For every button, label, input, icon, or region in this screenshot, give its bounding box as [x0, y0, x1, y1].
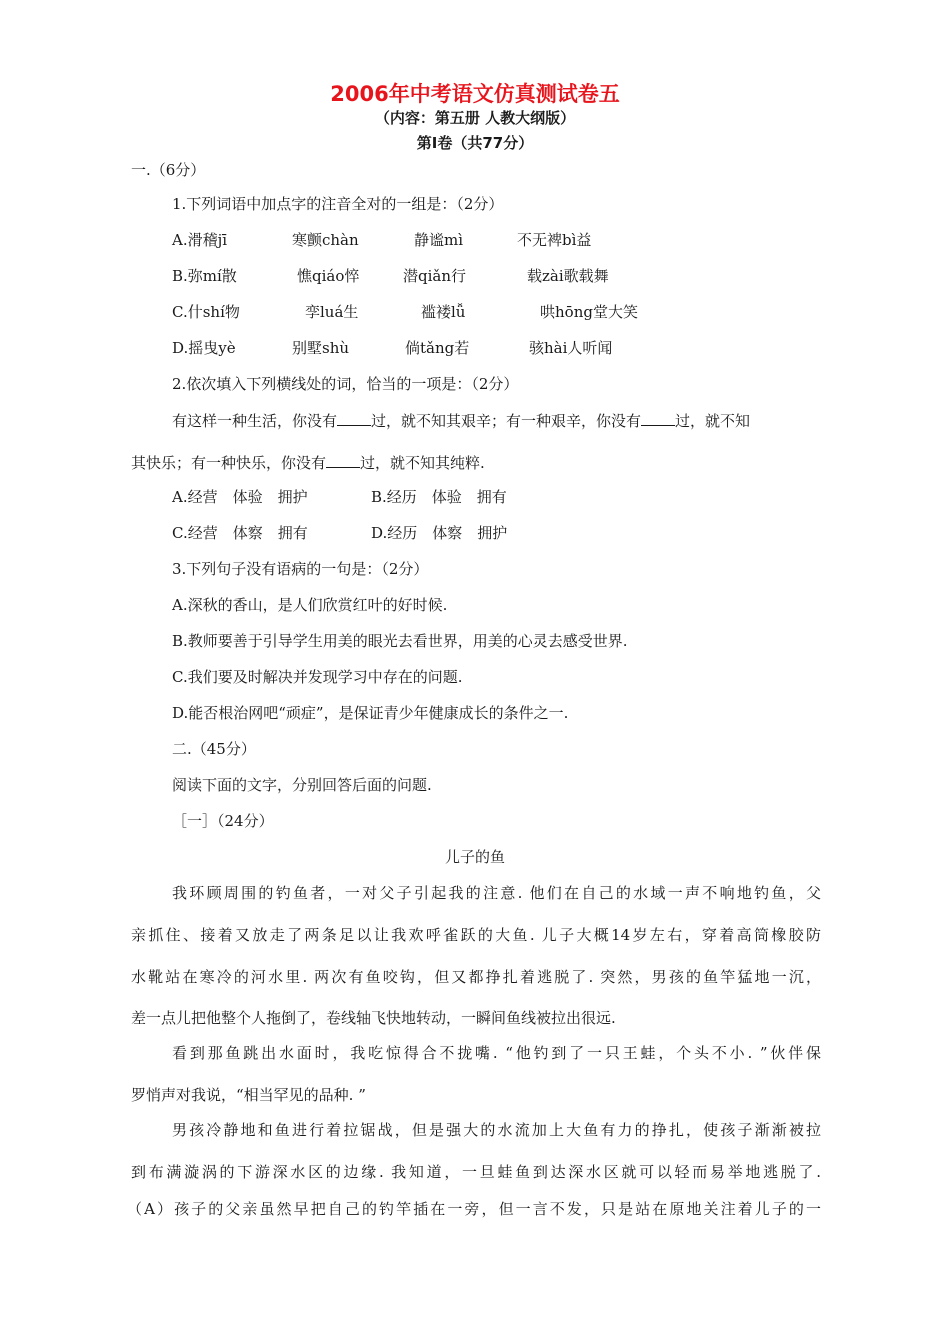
q2-option-d: D.经历 体察 拥护 [371, 524, 508, 542]
q1-option-b-3: 潜qiǎn行 [403, 267, 467, 285]
exam-subtitle: （内容：第五册 人教大纲版） [374, 109, 576, 127]
passage-line: 亲抓住、接着又放走了两条足以让我欢呼雀跃的大鱼. 儿子大概14岁左右，穿着高筒橡胶防 [131, 926, 821, 944]
q1-option-b-1: B.弥mí散 [172, 267, 237, 285]
fill-blank[interactable] [326, 452, 360, 468]
q1-option-a-2: 寒颤chàn [292, 231, 359, 249]
q1-option-c-2: 孪luá生 [305, 303, 359, 321]
passage-line: （A）孩子的父亲虽然早把自己的钓竿插在一旁，但一言不发，只是站在原地关注着儿子的一 [127, 1200, 821, 1218]
question-3-stem: 3.下列句子没有语病的一句是：（2分） [172, 560, 429, 578]
passage-line: 罗悄声对我说，“相当罕见的品种. ” [131, 1086, 366, 1104]
fill-blank[interactable] [641, 410, 675, 426]
q2-passage-line-1 [172, 410, 822, 431]
section-one-heading: 一.（6分） [131, 161, 206, 179]
q1-option-c-4: 哄hōng堂大笑 [540, 303, 638, 321]
q1-option-b-2: 憔qiáo悴 [297, 267, 360, 285]
reading-part-label: ［一］（24分） [172, 812, 274, 830]
exam-title: 2006年中考语文仿真测试卷五 [330, 82, 620, 106]
passage-line: 水靴站在寒冷的河水里. 两次有鱼咬钩，但又都挣扎着逃脱了. 突然，男孩的鱼竿猛地一沉， [131, 968, 821, 986]
q1-option-d-1: D.摇曳yè [172, 339, 236, 357]
q3-option-d: D.能否根治网吧“顽症”，是保证青少年健康成长的条件之一. [172, 704, 569, 722]
q3-option-a: A.深秋的香山，是人们欣赏红叶的好时候. [172, 596, 448, 614]
q1-option-a-3: 静谧mì [414, 231, 464, 249]
q1-option-d-3: 倘tǎng若 [405, 339, 470, 357]
q1-option-a-4: 不无裨bì益 [517, 231, 592, 249]
passage-line: 我环顾周围的钓鱼者，一对父子引起我的注意. 他们在自己的水域一声不响地钓鱼，父 [172, 884, 821, 902]
q2-text-segment: 过，就不知其纯粹. [360, 454, 485, 472]
q2-text-segment: 过，就不知其艰辛；有一种艰辛，你没有 [371, 412, 642, 430]
q2-passage-line-2 [131, 452, 485, 473]
question-2-stem: 2.依次填入下列横线处的词，恰当的一项是：（2分） [172, 375, 519, 393]
q1-option-c-1: C.什shí物 [172, 303, 240, 321]
passage-line: 看到那鱼跳出水面时，我吃惊得合不拢嘴. “他钓到了一只王蛙，个头不小. ”伙伴保 [172, 1044, 821, 1062]
q3-option-c: C.我们要及时解决并发现学习中存在的问题. [172, 668, 463, 686]
passage-title: 儿子的鱼 [444, 848, 505, 866]
q1-option-a-1: A.滑稽jī [172, 231, 228, 249]
section-two-heading: 二.（45分） [172, 740, 256, 758]
passage-line: 到布满漩涡的下游深水区的边缘. 我知道，一旦蛙鱼到达深水区就可以轻而易举地逃脱了. [131, 1163, 821, 1181]
passage-line: 男孩冷静地和鱼进行着拉锯战，但是强大的水流加上大鱼有力的挣扎，使孩子渐渐被拉 [172, 1121, 821, 1139]
q2-option-b: B.经历 体验 拥有 [371, 488, 507, 506]
q2-text-segment: 有这样一种生活，你没有 [172, 412, 338, 430]
passage-line: 差一点儿把他整个人拖倒了，卷线轴飞快地转动，一瞬间鱼线被拉出很远. [131, 1009, 616, 1027]
q1-option-d-2: 别墅shù [292, 339, 350, 357]
fill-blank[interactable] [337, 410, 371, 426]
q1-option-b-4: 载zài歌载舞 [527, 267, 609, 285]
q2-text-segment: 其快乐；有一种快乐，你没有 [131, 454, 327, 472]
reading-instruction: 阅读下面的文字，分别回答后面的问题. [172, 776, 432, 794]
volume-heading: 第Ⅰ卷（共77分） [416, 134, 534, 152]
q1-option-c-3: 褴褛lǚ [421, 303, 466, 321]
q1-option-d-4: 骇hài人听闻 [529, 339, 613, 357]
q3-option-b: B.教师要善于引导学生用美的眼光去看世界，用美的心灵去感受世界. [172, 632, 628, 650]
q2-option-c: C.经营 体察 拥有 [172, 524, 308, 542]
q2-text-segment: 过，就不知 [675, 412, 751, 430]
question-1-stem: 1.下列词语中加点字的注音全对的一组是：（2分） [172, 195, 504, 213]
q2-option-a: A.经营 体验 拥护 [172, 488, 308, 506]
